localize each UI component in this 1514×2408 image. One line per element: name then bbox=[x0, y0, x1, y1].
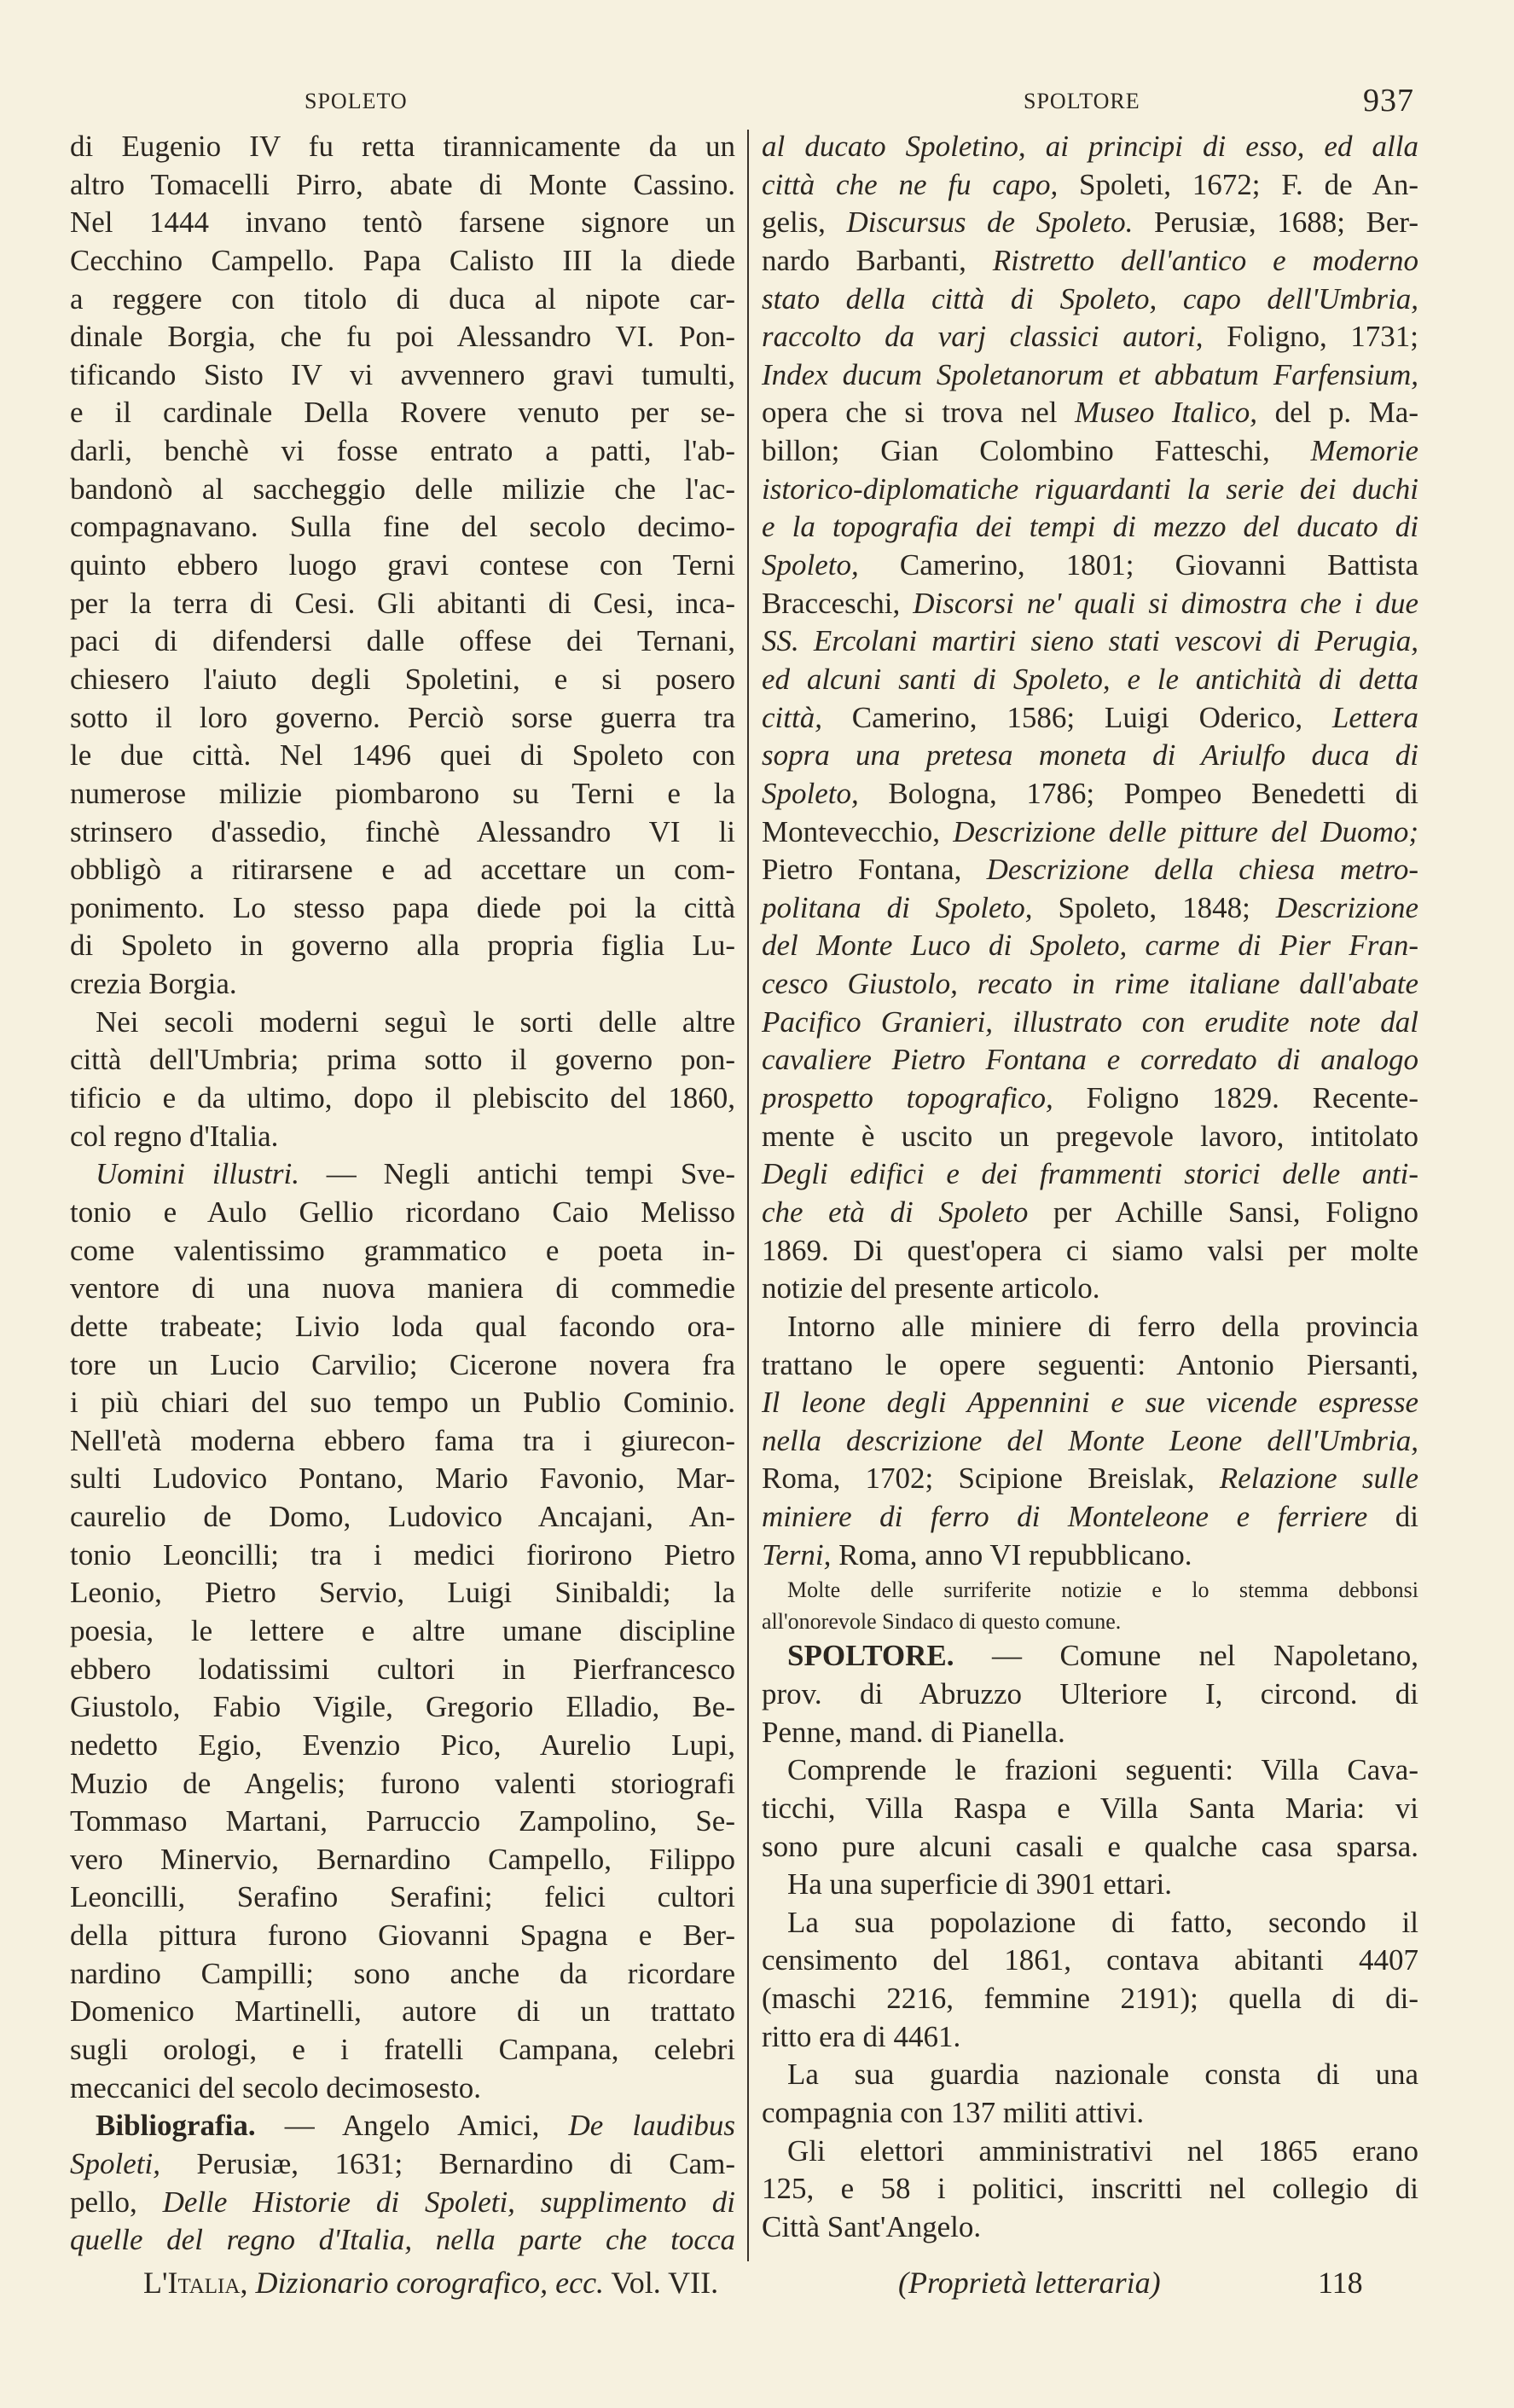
text-line bbox=[762, 699, 1418, 738]
text-segment: (maschi 2216, femmine 2191); quella di di- bbox=[762, 1982, 1418, 2016]
text-line bbox=[70, 1346, 735, 1385]
text-segment: quinto ebbero luogo gravi contese con Terni bbox=[70, 548, 735, 582]
text-segment: chiesero l'aiuto degli Spoletini, e si posero bbox=[70, 662, 735, 696]
left-column bbox=[70, 128, 735, 2260]
text-line bbox=[762, 1498, 1418, 1537]
text-segment: Degli edifici e dei frammenti storici delle anti- bbox=[762, 1157, 1418, 1191]
text-line bbox=[70, 1651, 735, 1689]
text-segment: per Achille Sansi, Foligno bbox=[1028, 1195, 1418, 1229]
text-line bbox=[70, 1080, 735, 1118]
text-line bbox=[70, 965, 735, 1004]
text-segment: La sua popolazione di fatto, secondo il bbox=[787, 1905, 1418, 1939]
text-segment: di Eugenio IV fu retta tirannicamente da un bbox=[70, 130, 735, 163]
text-line bbox=[70, 166, 735, 205]
text-segment: sulti Ludovico Pontano, Mario Favonio, Mar- bbox=[70, 1462, 735, 1496]
text-segment: Spoleto, bbox=[762, 548, 859, 582]
text-segment: Roma, anno VI repubblicano. bbox=[831, 1537, 1192, 1572]
text-segment: Camerino, 1586; Luigi Oderico, bbox=[821, 700, 1332, 734]
text-line bbox=[762, 2018, 1418, 2057]
text-segment: meccanici del secolo decimosesto. bbox=[70, 2070, 482, 2104]
text-segment: ponimento. Lo stesso papa diede poi la città bbox=[70, 890, 735, 924]
text-line bbox=[762, 851, 1418, 889]
text-segment: Museo Italico, bbox=[1075, 396, 1258, 430]
text-line bbox=[70, 699, 735, 738]
text-line bbox=[70, 356, 735, 395]
text-line bbox=[762, 128, 1418, 166]
text-segment: tore un Lucio Carvilio; Cicerone novera fra bbox=[70, 1347, 735, 1381]
text-segment: col regno d'Italia. bbox=[70, 1119, 279, 1153]
text-line bbox=[762, 585, 1418, 623]
text-line bbox=[762, 1041, 1418, 1080]
text-line bbox=[762, 1866, 1418, 1904]
text-segment: del p. Ma- bbox=[1257, 396, 1418, 430]
text-segment: Ha una superficie di 3901 ettari. bbox=[787, 1867, 1172, 1902]
text-segment: — Negli antichi tempi Sve- bbox=[299, 1157, 735, 1191]
text-line bbox=[762, 1155, 1418, 1194]
text-segment: SPOLTORE. bbox=[787, 1639, 954, 1673]
text-segment: vero Minervio, Bernardino Campello, Filippo bbox=[70, 1842, 735, 1876]
text-line bbox=[70, 1955, 735, 1994]
text-line bbox=[70, 1878, 735, 1917]
text-segment: Spoleto, bbox=[762, 776, 859, 810]
text-segment: Foligno 1829. Recente- bbox=[1053, 1081, 1418, 1115]
text-segment: raccolto da varj classici autori, bbox=[762, 320, 1204, 354]
text-segment: bandonò al saccheggio delle milizie che l'ac- bbox=[70, 472, 735, 506]
text-segment: Perusiæ, 1688; Ber- bbox=[1133, 205, 1418, 240]
text-line bbox=[762, 965, 1418, 1004]
text-segment: ventore di una nuova maniera di commedie bbox=[70, 1271, 735, 1305]
text-line bbox=[762, 1606, 1418, 1637]
text-segment: compagnia con 137 militi attivi. bbox=[762, 2096, 1145, 2130]
text-segment: Spoleti, 1672; F. de An- bbox=[1058, 167, 1419, 201]
text-segment: tificando Sisto IV vi avvennero gravi tumulti, bbox=[70, 357, 735, 391]
text-segment: ebbero lodatissimi cultori in Pierfrancesco bbox=[70, 1652, 735, 1686]
text-segment: prov. di Abruzzo Ulteriore I, circond. di bbox=[762, 1676, 1418, 1710]
text-segment: politana di Spoleto, bbox=[762, 890, 1033, 924]
text-segment: — Comune nel Napoletano, bbox=[954, 1639, 1418, 1673]
text-line bbox=[762, 281, 1418, 319]
text-line bbox=[70, 775, 735, 813]
text-line bbox=[762, 432, 1418, 471]
running-head-left: SPOLETO bbox=[305, 89, 408, 113]
text-segment: Camerino, 1801; Giovanni Battista bbox=[858, 548, 1418, 582]
text-segment: Descrizione delle pitture del Duomo; bbox=[953, 814, 1418, 848]
text-segment: Intorno alle miniere di ferro della provincia bbox=[787, 1309, 1418, 1343]
text-segment: Il leone degli Appennini e sue vicende espresse bbox=[762, 1386, 1418, 1420]
text-line bbox=[70, 1384, 735, 1422]
text-line bbox=[70, 1232, 735, 1271]
text-segment: Gli elettori amministrativi nel 1865 erano bbox=[787, 2133, 1418, 2168]
footer-title-italic: Dizionario corografico, ecc. bbox=[255, 2266, 605, 2300]
text-line bbox=[70, 1917, 735, 1955]
text-line bbox=[70, 1194, 735, 1232]
text-line bbox=[762, 508, 1418, 547]
footer-volume: Vol. VII. bbox=[611, 2266, 719, 2300]
text-line bbox=[70, 585, 735, 623]
text-segment: ed alcuni santi di Spoleto, e le antichità di detta bbox=[762, 662, 1418, 696]
text-segment: Tommaso Martani, Parruccio Zampolino, Se- bbox=[70, 1804, 735, 1838]
text-line bbox=[70, 432, 735, 471]
text-segment: ritto era di 4461. bbox=[762, 2019, 961, 2053]
text-segment: nardo Barbanti, bbox=[762, 243, 993, 277]
text-segment: istorico-diplomatiche riguardanti la serie dei duchi bbox=[762, 472, 1418, 506]
text-segment: 1869. Di quest'opera ci siamo valsi per molte bbox=[762, 1233, 1418, 1267]
text-segment: città, bbox=[762, 700, 822, 734]
text-segment: censimento del 1861, contava abitanti 4407 bbox=[762, 1943, 1418, 1977]
text-line bbox=[762, 1194, 1418, 1232]
text-segment: poesia, le lettere e altre umane discipline bbox=[70, 1613, 735, 1647]
text-segment: per la terra di Cesi. Gli abitanti di Cesi, inca- bbox=[70, 586, 735, 620]
text-segment: — Angelo Amici, bbox=[255, 2109, 569, 2143]
text-segment: del Monte Luco di Spoleto, carme di Pier Fran- bbox=[762, 929, 1418, 963]
text-line bbox=[70, 394, 735, 432]
text-segment: tonio e Aulo Gellio ricordano Caio Melisso bbox=[70, 1195, 735, 1229]
text-line bbox=[762, 1384, 1418, 1422]
text-line bbox=[70, 1270, 735, 1308]
text-segment: stato della città di Spoleto, capo dell'Umbria, bbox=[762, 281, 1418, 315]
text-line bbox=[70, 281, 735, 319]
text-line bbox=[70, 1803, 735, 1841]
text-line bbox=[762, 1422, 1418, 1461]
text-segment: Comprende le frazioni seguenti: Villa Cava- bbox=[787, 1753, 1418, 1787]
text-line bbox=[762, 661, 1418, 699]
text-line bbox=[70, 2031, 735, 2069]
text-line bbox=[70, 2184, 735, 2222]
text-segment: Cecchino Campello. Papa Calisto III la diede bbox=[70, 243, 735, 277]
text-line bbox=[762, 1676, 1418, 1714]
text-line bbox=[70, 1118, 735, 1156]
text-line bbox=[70, 318, 735, 356]
text-segment: tonio Leoncilli; tra i medici fiorirono Pietro bbox=[70, 1537, 735, 1572]
footer-property: (Proprietà letteraria) bbox=[898, 2266, 1161, 2300]
text-line bbox=[70, 813, 735, 852]
text-segment: mente è uscito un pregevole lavoro, intitolato bbox=[762, 1119, 1418, 1153]
text-line bbox=[762, 318, 1418, 356]
text-segment: Muzio de Angelis; furono valenti storiografi bbox=[70, 1766, 735, 1800]
text-line bbox=[762, 1828, 1418, 1867]
text-segment: e la topografia dei tempi di mezzo del ducato di bbox=[762, 510, 1418, 544]
text-line bbox=[762, 927, 1418, 965]
text-line bbox=[70, 1308, 735, 1346]
text-segment: Pacifico Granieri, illustrato con erudite note dal bbox=[762, 1004, 1418, 1039]
text-line bbox=[762, 356, 1418, 395]
text-line bbox=[70, 1155, 735, 1194]
text-segment: darli, benchè vi fosse entrato a patti, l'ab- bbox=[70, 434, 735, 468]
text-segment: Montevecchio, bbox=[762, 814, 954, 848]
text-line bbox=[762, 204, 1418, 242]
text-segment: nedetto Egio, Evenzio Pico, Aurelio Lupi, bbox=[70, 1728, 735, 1762]
text-line bbox=[70, 1612, 735, 1651]
text-segment: sono pure alcuni casali e qualche casa sparsa. bbox=[762, 1829, 1418, 1863]
text-segment: e il cardinale Della Rovere venuto per se- bbox=[70, 396, 735, 430]
text-segment: nella descrizione del Monte Leone dell'Umbria, bbox=[762, 1423, 1418, 1457]
text-line bbox=[762, 1714, 1418, 1752]
text-line bbox=[762, 1346, 1418, 1385]
text-line bbox=[762, 1460, 1418, 1498]
text-segment: cesco Giustolo, recato in rime italiane dall'abate bbox=[762, 967, 1418, 1001]
text-segment: Discursus de Spoleto. bbox=[846, 205, 1134, 240]
text-line bbox=[70, 661, 735, 699]
text-segment: prospetto topografico, bbox=[762, 1081, 1053, 1115]
text-line bbox=[70, 471, 735, 509]
text-segment: a reggere con titolo di duca al nipote car- bbox=[70, 281, 735, 315]
text-line bbox=[762, 1904, 1418, 1942]
text-segment: compagnavano. Sulla fine del secolo decimo- bbox=[70, 510, 735, 544]
text-segment: di bbox=[1367, 1500, 1418, 1534]
text-segment: tificio e da ultimo, dopo il plebiscito del 1860, bbox=[70, 1081, 735, 1115]
text-segment: le due città. Nel 1496 quei di Spoleto con bbox=[70, 738, 735, 773]
text-segment: Domenico Martinelli, autore di un trattato bbox=[70, 1994, 735, 2029]
text-segment: dette trabeate; Livio loda qual facondo ora- bbox=[70, 1309, 735, 1343]
text-segment: Leonio, Pietro Servio, Luigi Sinibaldi; la bbox=[70, 1576, 735, 1610]
text-segment: Lettera bbox=[1331, 700, 1418, 734]
text-segment: obbligò a ritirarsene e ad accettare un com- bbox=[70, 853, 735, 887]
text-segment: Bibliografia. bbox=[96, 2109, 256, 2143]
text-segment: Descrizione bbox=[1275, 890, 1418, 924]
text-segment: SS. Ercolani martiri sieno stati vescovi di Perugia, bbox=[762, 624, 1418, 658]
text-line bbox=[70, 547, 735, 585]
text-line bbox=[70, 622, 735, 661]
text-line bbox=[762, 2208, 1418, 2247]
text-line bbox=[762, 622, 1418, 661]
text-line bbox=[70, 2221, 735, 2260]
text-segment: quelle del regno d'Italia, nella parte che tocca bbox=[70, 2223, 735, 2257]
text-segment: 125, e 58 i politici, inscritti nel collegio di bbox=[762, 2172, 1418, 2206]
text-segment: billon; Gian Colombino Fatteschi, bbox=[762, 434, 1311, 468]
text-segment: Index ducum Spoletanorum et abbatum Farfensium, bbox=[762, 357, 1418, 391]
text-line bbox=[762, 2056, 1418, 2094]
right-column bbox=[762, 128, 1418, 2247]
text-segment: Giustolo, Fabio Vigile, Gregorio Elladio, Be- bbox=[70, 1690, 735, 1724]
text-line bbox=[70, 2107, 735, 2145]
text-segment: Ristretto dell'antico e moderno bbox=[992, 243, 1418, 277]
text-line bbox=[70, 851, 735, 889]
text-segment: Relazione sulle bbox=[1219, 1462, 1418, 1496]
text-segment: Spoleti, bbox=[70, 2146, 160, 2180]
text-segment: Leoncilli, Serafino Serafini; felici cultori bbox=[70, 1880, 735, 1914]
text-line bbox=[762, 547, 1418, 585]
text-segment: De laudibus bbox=[568, 2109, 735, 2143]
text-segment: della pittura furono Giovanni Spagna e Ber- bbox=[70, 1919, 735, 1953]
running-head-right: SPOLTORE bbox=[1024, 89, 1140, 113]
text-line bbox=[70, 1460, 735, 1498]
text-line bbox=[70, 1574, 735, 1612]
text-line bbox=[762, 1118, 1418, 1156]
text-segment: Nel 1444 invano tentò farsene signore un bbox=[70, 205, 735, 240]
text-segment: al ducato Spoletino, ai principi di esso, ed alla bbox=[762, 130, 1418, 163]
text-segment: Pietro Fontana, bbox=[762, 853, 987, 887]
text-segment: Bologna, 1786; Pompeo Benedetti di bbox=[858, 776, 1418, 810]
footer-signature: 118 bbox=[1318, 2266, 1363, 2300]
text-segment: La sua guardia nazionale consta di una bbox=[787, 2058, 1418, 2092]
text-segment: Memorie bbox=[1310, 434, 1418, 468]
text-line bbox=[762, 1537, 1418, 1575]
page-number: 937 bbox=[1363, 83, 1414, 119]
text-line bbox=[762, 2094, 1418, 2133]
text-line bbox=[70, 204, 735, 242]
text-line bbox=[762, 2170, 1418, 2208]
footer-title bbox=[143, 2265, 718, 2301]
text-line bbox=[70, 737, 735, 775]
text-segment: Penne, mand. di Pianella. bbox=[762, 1715, 1065, 1749]
text-line bbox=[762, 1574, 1418, 1606]
text-segment: miniere di ferro di Monteleone e ferriere bbox=[762, 1500, 1368, 1534]
text-segment: i più chiari del suo tempo un Publio Cominio. bbox=[70, 1386, 735, 1420]
text-segment: opera che si trova nel bbox=[762, 396, 1076, 430]
text-segment: notizie del presente articolo. bbox=[762, 1271, 1100, 1305]
text-segment: Roma, 1702; Scipione Breislak, bbox=[762, 1462, 1220, 1496]
text-segment: altro Tomacelli Pirro, abate di Monte Cassino. bbox=[70, 167, 735, 201]
text-line bbox=[762, 1270, 1418, 1308]
footer-title-prefix: L'Italia, bbox=[143, 2266, 248, 2300]
text-segment: paci di difendersi dalle offese dei Ternani, bbox=[70, 624, 735, 658]
text-line bbox=[70, 508, 735, 547]
text-line bbox=[70, 242, 735, 281]
text-line bbox=[70, 1727, 735, 1765]
text-segment: Uomini illustri. bbox=[96, 1157, 299, 1191]
text-segment: crezia Borgia. bbox=[70, 967, 237, 1001]
text-segment: come valentissimo grammatico e poeta in- bbox=[70, 1233, 735, 1267]
text-line bbox=[762, 737, 1418, 775]
text-line bbox=[70, 2145, 735, 2184]
text-line bbox=[762, 2133, 1418, 2171]
text-segment: ticchi, Villa Raspa e Villa Santa Maria: vi bbox=[762, 1791, 1418, 1825]
text-segment: numerose milizie piombarono su Terni e la bbox=[70, 776, 735, 810]
text-segment: Molte delle surriferite notizie e lo stemma debbonsi bbox=[787, 1577, 1418, 1603]
text-segment: gelis, bbox=[762, 205, 847, 240]
text-line bbox=[762, 1790, 1418, 1828]
text-segment: Nell'età moderna ebbero fama tra i giurecon- bbox=[70, 1423, 735, 1457]
text-line bbox=[762, 813, 1418, 852]
text-segment: Terni, bbox=[762, 1537, 832, 1572]
text-line bbox=[762, 1637, 1418, 1676]
text-segment: che età di Spoleto bbox=[762, 1195, 1029, 1229]
text-line bbox=[70, 2069, 735, 2108]
text-segment: di Spoleto in governo alla propria figlia Lu- bbox=[70, 929, 735, 963]
text-line bbox=[70, 1422, 735, 1461]
text-line bbox=[70, 1841, 735, 1879]
text-segment: Spoleto, 1848; bbox=[1032, 890, 1276, 924]
text-segment: sopra una pretesa moneta di Ariulfo duca di bbox=[762, 738, 1418, 773]
text-segment: dinale Borgia, che fu poi Alessandro VI. Pon- bbox=[70, 320, 735, 354]
text-segment: Città Sant'Angelo. bbox=[762, 2209, 982, 2243]
text-segment: Descrizione della chiesa metro- bbox=[986, 853, 1418, 887]
text-line bbox=[762, 166, 1418, 205]
text-line bbox=[70, 889, 735, 928]
text-segment: Delle Historie di Spoleti, supplimento di bbox=[162, 2185, 735, 2219]
text-line bbox=[70, 1004, 735, 1042]
text-line bbox=[762, 1004, 1418, 1042]
text-segment: Foligno, 1731; bbox=[1203, 320, 1418, 354]
text-line bbox=[762, 1308, 1418, 1346]
text-segment: Nei secoli moderni seguì le sorti delle altre bbox=[96, 1004, 735, 1039]
text-segment: trattano le opere seguenti: Antonio Piersanti, bbox=[762, 1347, 1418, 1381]
text-line bbox=[70, 1537, 735, 1575]
text-line bbox=[762, 1942, 1418, 1980]
text-segment: Discorsi ne' quali si dimostra che i due bbox=[913, 586, 1418, 620]
text-line bbox=[70, 927, 735, 965]
text-segment: strinsero d'assedio, finchè Alessandro VI li bbox=[70, 814, 735, 848]
text-segment: sotto il loro governo. Perciò sorse guerra tra bbox=[70, 700, 735, 734]
text-line bbox=[70, 1498, 735, 1537]
text-segment: cavaliere Pietro Fontana e corredato di analogo bbox=[762, 1043, 1418, 1077]
text-segment: caurelio de Domo, Ludovico Ancajani, An- bbox=[70, 1500, 735, 1534]
text-segment: sugli orologi, e i fratelli Campana, celebri bbox=[70, 2033, 735, 2067]
text-line bbox=[70, 128, 735, 166]
text-line bbox=[762, 889, 1418, 928]
text-segment: Perusiæ, 1631; Bernardino di Cam- bbox=[160, 2146, 735, 2180]
text-line bbox=[762, 1980, 1418, 2018]
text-segment: Bracceschi, bbox=[762, 586, 914, 620]
text-line bbox=[70, 1688, 735, 1727]
text-line bbox=[762, 394, 1418, 432]
column-divider bbox=[747, 130, 749, 2261]
text-segment: città che ne fu capo, bbox=[762, 167, 1059, 201]
text-line bbox=[70, 1993, 735, 2031]
text-segment: nardino Campilli; sono anche da ricordare bbox=[70, 1956, 735, 1990]
text-line bbox=[762, 1232, 1418, 1271]
text-line bbox=[762, 242, 1418, 281]
text-segment: città dell'Umbria; prima sotto il governo pon- bbox=[70, 1043, 735, 1077]
text-segment: all'onorevole Sindaco di questo comune. bbox=[762, 1609, 1122, 1635]
text-line bbox=[70, 1765, 735, 1803]
text-line bbox=[762, 471, 1418, 509]
text-line bbox=[70, 1041, 735, 1080]
text-segment: pello, bbox=[70, 2185, 163, 2219]
text-line bbox=[762, 1751, 1418, 1790]
text-line bbox=[762, 775, 1418, 813]
text-line bbox=[762, 1080, 1418, 1118]
